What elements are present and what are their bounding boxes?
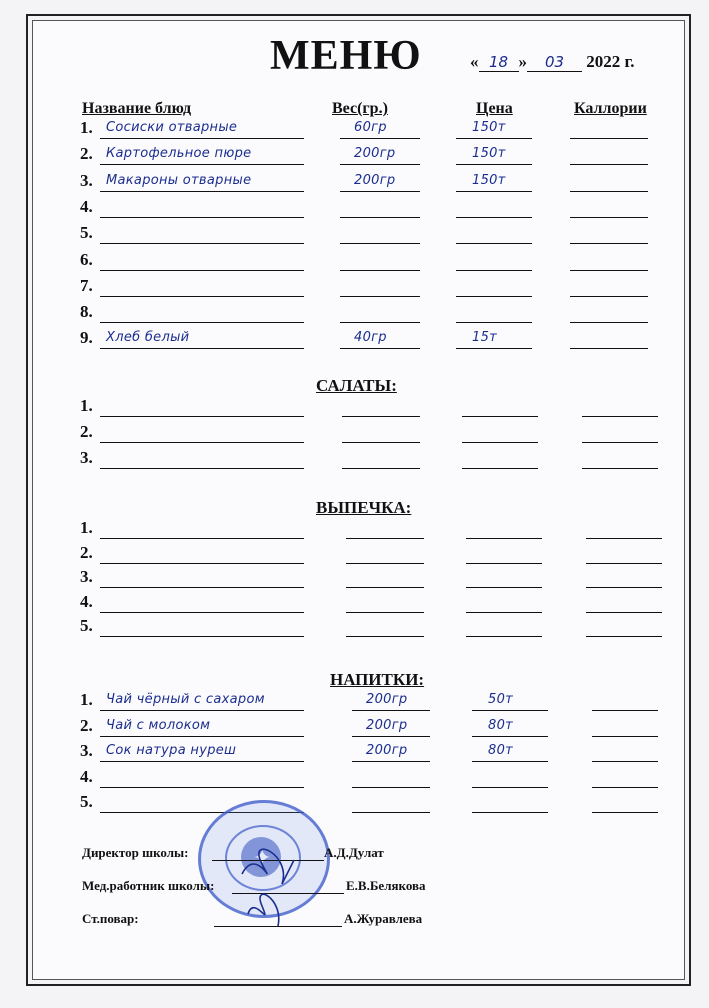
main-item-weight: 200гр xyxy=(354,146,396,162)
bakery-row-number: 5. xyxy=(80,616,93,635)
bakery-calories-line xyxy=(586,612,662,613)
main-calories-line xyxy=(570,164,648,165)
section-title-drinks: НАПИТКИ: xyxy=(330,670,425,689)
drink-row-number: 3. xyxy=(80,741,93,760)
main-weight-line xyxy=(340,217,420,218)
main-row-number: 9. xyxy=(80,328,93,348)
main-name-line xyxy=(100,217,304,218)
drink-item-weight: 200гр xyxy=(366,692,408,707)
salad-weight-line xyxy=(342,416,420,417)
main-weight-line xyxy=(340,348,420,349)
main-item-price: 15т xyxy=(472,330,498,346)
main-item-price: 150т xyxy=(472,120,506,135)
main-calories-line xyxy=(570,243,648,244)
bakery-price-line xyxy=(466,538,542,539)
main-weight-line xyxy=(340,322,420,323)
drink-weight-line xyxy=(352,710,430,711)
salad-row-number: 1. xyxy=(80,396,93,415)
drink-name-line xyxy=(100,787,304,788)
drink-row-number: 2. xyxy=(80,715,93,735)
main-calories-line xyxy=(570,217,648,218)
drink-item-name: Чай чёрный с сахаром xyxy=(106,692,265,707)
main-weight-line xyxy=(340,243,420,244)
main-row-number: 2. xyxy=(80,144,93,164)
bakery-price-line xyxy=(466,612,542,613)
cook-name: А.Журавлева xyxy=(344,911,423,926)
salad-weight-line xyxy=(342,468,420,469)
main-price-line xyxy=(456,243,532,244)
main-name-line xyxy=(100,296,304,297)
main-price-line xyxy=(456,138,532,139)
salad-price-line xyxy=(462,468,538,469)
section-title-bakery: ВЫПЕЧКА: xyxy=(316,498,412,517)
drink-item-weight: 200гр xyxy=(366,743,408,758)
main-calories-line xyxy=(570,296,648,297)
main-row-number: 1. xyxy=(80,118,93,137)
bakery-calories-line xyxy=(586,636,662,637)
main-weight-line xyxy=(340,296,420,297)
date-year: 2022 г. xyxy=(586,52,635,71)
date-month: 03 xyxy=(527,53,582,72)
main-row-number: 7. xyxy=(80,275,93,295)
main-calories-line xyxy=(570,191,648,192)
bakery-row-number: 4. xyxy=(80,591,93,611)
drink-name-line xyxy=(100,761,304,762)
salad-price-line xyxy=(462,416,538,417)
main-price-line xyxy=(456,296,532,297)
section-title-salads: САЛАТЫ: xyxy=(316,376,397,395)
bakery-name-line xyxy=(100,538,304,539)
bakery-price-line xyxy=(466,636,542,637)
main-item-weight: 200гр xyxy=(354,172,396,188)
drink-item-price: 80т xyxy=(488,743,514,758)
main-weight-line xyxy=(340,138,420,139)
page-title: МЕНЮ xyxy=(270,33,422,79)
medic-label: Мед.работник школы: xyxy=(82,878,215,893)
menu-date xyxy=(470,52,635,72)
bakery-row-number: 2. xyxy=(80,542,93,562)
main-row-number: 3. xyxy=(80,170,93,190)
drink-item-price: 80т xyxy=(488,717,514,733)
salad-calories-line xyxy=(582,416,658,417)
col-header-name: Название блюд xyxy=(82,100,192,117)
drink-price-line xyxy=(472,812,548,813)
salad-price-line xyxy=(462,442,538,443)
salad-calories-line xyxy=(582,442,658,443)
bakery-calories-line xyxy=(586,563,662,564)
bakery-price-line xyxy=(466,587,542,588)
main-price-line xyxy=(456,322,532,323)
bakery-calories-line xyxy=(586,538,662,539)
main-price-line xyxy=(456,164,532,165)
main-item-weight: 40гр xyxy=(354,330,387,346)
drink-row-number: 1. xyxy=(80,690,93,709)
main-name-line xyxy=(100,138,304,139)
bakery-calories-line xyxy=(586,587,662,588)
col-header-weight: Вес(гр.) xyxy=(332,100,388,117)
main-calories-line xyxy=(570,138,648,139)
drink-weight-line xyxy=(352,761,430,762)
drink-price-line xyxy=(472,787,548,788)
bakery-name-line xyxy=(100,563,304,564)
drink-calories-line xyxy=(592,736,658,737)
main-item-weight: 60гр xyxy=(354,120,387,135)
main-price-line xyxy=(456,217,532,218)
bakery-weight-line xyxy=(346,538,424,539)
main-calories-line xyxy=(570,322,648,323)
main-weight-line xyxy=(340,270,420,271)
bakery-weight-line xyxy=(346,587,424,588)
director-label: Директор школы: xyxy=(82,845,189,860)
main-calories-line xyxy=(570,270,648,271)
medic-name: Е.В.Белякова xyxy=(346,878,426,893)
main-price-line xyxy=(456,348,532,349)
drink-weight-line xyxy=(352,812,430,813)
main-weight-line xyxy=(340,164,420,165)
bakery-weight-line xyxy=(346,612,424,613)
drink-item-name: Чай с молоком xyxy=(106,717,211,733)
col-header-calories: Каллории xyxy=(574,100,647,117)
salad-name-line xyxy=(100,416,304,417)
cook-label: Ст.повар: xyxy=(82,911,139,926)
drink-row-number: 5. xyxy=(80,792,93,811)
main-price-line xyxy=(456,270,532,271)
bakery-price-line xyxy=(466,563,542,564)
main-price-line xyxy=(456,191,532,192)
salad-row-number: 3. xyxy=(80,448,93,467)
date-close-quote: » xyxy=(518,52,527,71)
director-name: А.Д.Дулат xyxy=(324,845,384,860)
drink-calories-line xyxy=(592,761,658,762)
main-item-name: Сосиски отварные xyxy=(106,120,238,135)
drink-row-number: 4. xyxy=(80,766,93,786)
bakery-name-line xyxy=(100,612,304,613)
main-item-name: Макароны отварные xyxy=(106,172,252,188)
drink-name-line xyxy=(100,736,304,737)
drink-price-line xyxy=(472,736,548,737)
main-row-number: 5. xyxy=(80,223,93,243)
signature-scribble xyxy=(232,834,312,934)
drink-calories-line xyxy=(592,787,658,788)
drink-name-line xyxy=(100,710,304,711)
drink-item-price: 50т xyxy=(488,692,514,707)
main-row-number: 6. xyxy=(80,249,93,269)
drink-weight-line xyxy=(352,787,430,788)
main-name-line xyxy=(100,164,304,165)
main-row-number: 4. xyxy=(80,196,93,216)
main-item-price: 150т xyxy=(472,172,506,188)
date-day: 18 xyxy=(479,53,519,72)
salad-name-line xyxy=(100,442,304,443)
main-name-line xyxy=(100,322,304,323)
stamp-star-icon: ✦ xyxy=(253,845,272,870)
col-header-price: Цена xyxy=(476,100,513,117)
bakery-name-line xyxy=(100,587,304,588)
main-name-line xyxy=(100,348,304,349)
bakery-weight-line xyxy=(346,636,424,637)
main-name-line xyxy=(100,191,304,192)
main-calories-line xyxy=(570,348,648,349)
drink-price-line xyxy=(472,761,548,762)
drink-price-line xyxy=(472,710,548,711)
drink-calories-line xyxy=(592,812,658,813)
salad-calories-line xyxy=(582,468,658,469)
bakery-name-line xyxy=(100,636,304,637)
date-open-quote: « xyxy=(470,52,479,71)
main-item-price: 150т xyxy=(472,146,506,162)
main-item-name: Хлеб белый xyxy=(106,330,190,346)
drink-calories-line xyxy=(592,710,658,711)
bakery-row-number: 1. xyxy=(80,518,93,537)
drink-item-name: Сок натура нуреш xyxy=(106,743,237,758)
main-name-line xyxy=(100,270,304,271)
bakery-weight-line xyxy=(346,563,424,564)
main-row-number: 8. xyxy=(80,302,93,322)
salad-name-line xyxy=(100,468,304,469)
drink-weight-line xyxy=(352,736,430,737)
bakery-row-number: 3. xyxy=(80,567,93,586)
main-name-line xyxy=(100,243,304,244)
main-item-name: Картофельное пюре xyxy=(106,146,252,162)
salad-row-number: 2. xyxy=(80,422,93,441)
drink-item-weight: 200гр xyxy=(366,717,408,733)
salad-weight-line xyxy=(342,442,420,443)
main-weight-line xyxy=(340,191,420,192)
